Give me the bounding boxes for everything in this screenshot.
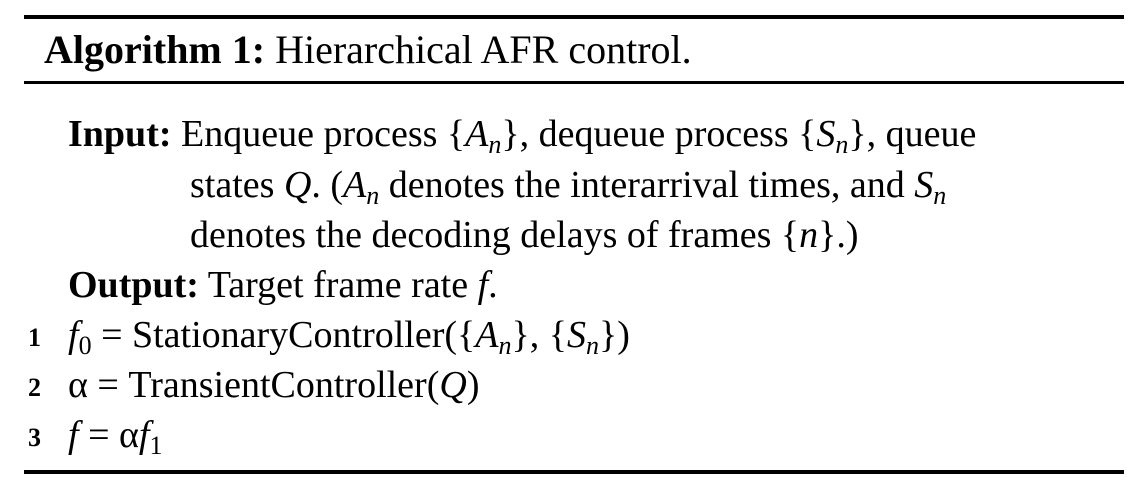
output-line: Output: Target frame rate f.: [68, 264, 498, 306]
algorithm-title: [44, 24, 692, 76]
step-3: [68, 411, 162, 459]
header-rule: [24, 81, 1124, 84]
input-line-3: denotes the decoding delays of frames {n}.): [190, 214, 859, 256]
input-line-1: Input: Enqueue process $\{A_n\}$, dequeue process $\{S_n\}$, queue: [68, 113, 977, 159]
input-line-2: states Q. ($A_n$ denotes the interarrival times, and $S_n$: [190, 164, 947, 210]
step-3-number: 3: [28, 423, 41, 452]
step-2-text: α = TransientController(Q): [68, 364, 480, 406]
top-rule: [24, 15, 1124, 19]
step-1-number: 1: [28, 323, 41, 352]
algorithm-title-label: Algorithm 1:: [44, 27, 266, 72]
step-2-number: 2: [28, 373, 41, 402]
input-label: Input:: [68, 113, 172, 155]
step-1-text: $f_0$ = $StationaryController(\{A_n\}$, $\{S_n\}$): [68, 314, 630, 360]
step-2: [68, 361, 479, 409]
step-3-text: $f = \alpha f_1$: [68, 414, 163, 460]
output-label: Output:: [68, 264, 199, 306]
algorithm-title-text: Hierarchical AFR control.: [275, 27, 692, 72]
bottom-rule: [24, 470, 1124, 474]
step-1: [68, 311, 630, 359]
